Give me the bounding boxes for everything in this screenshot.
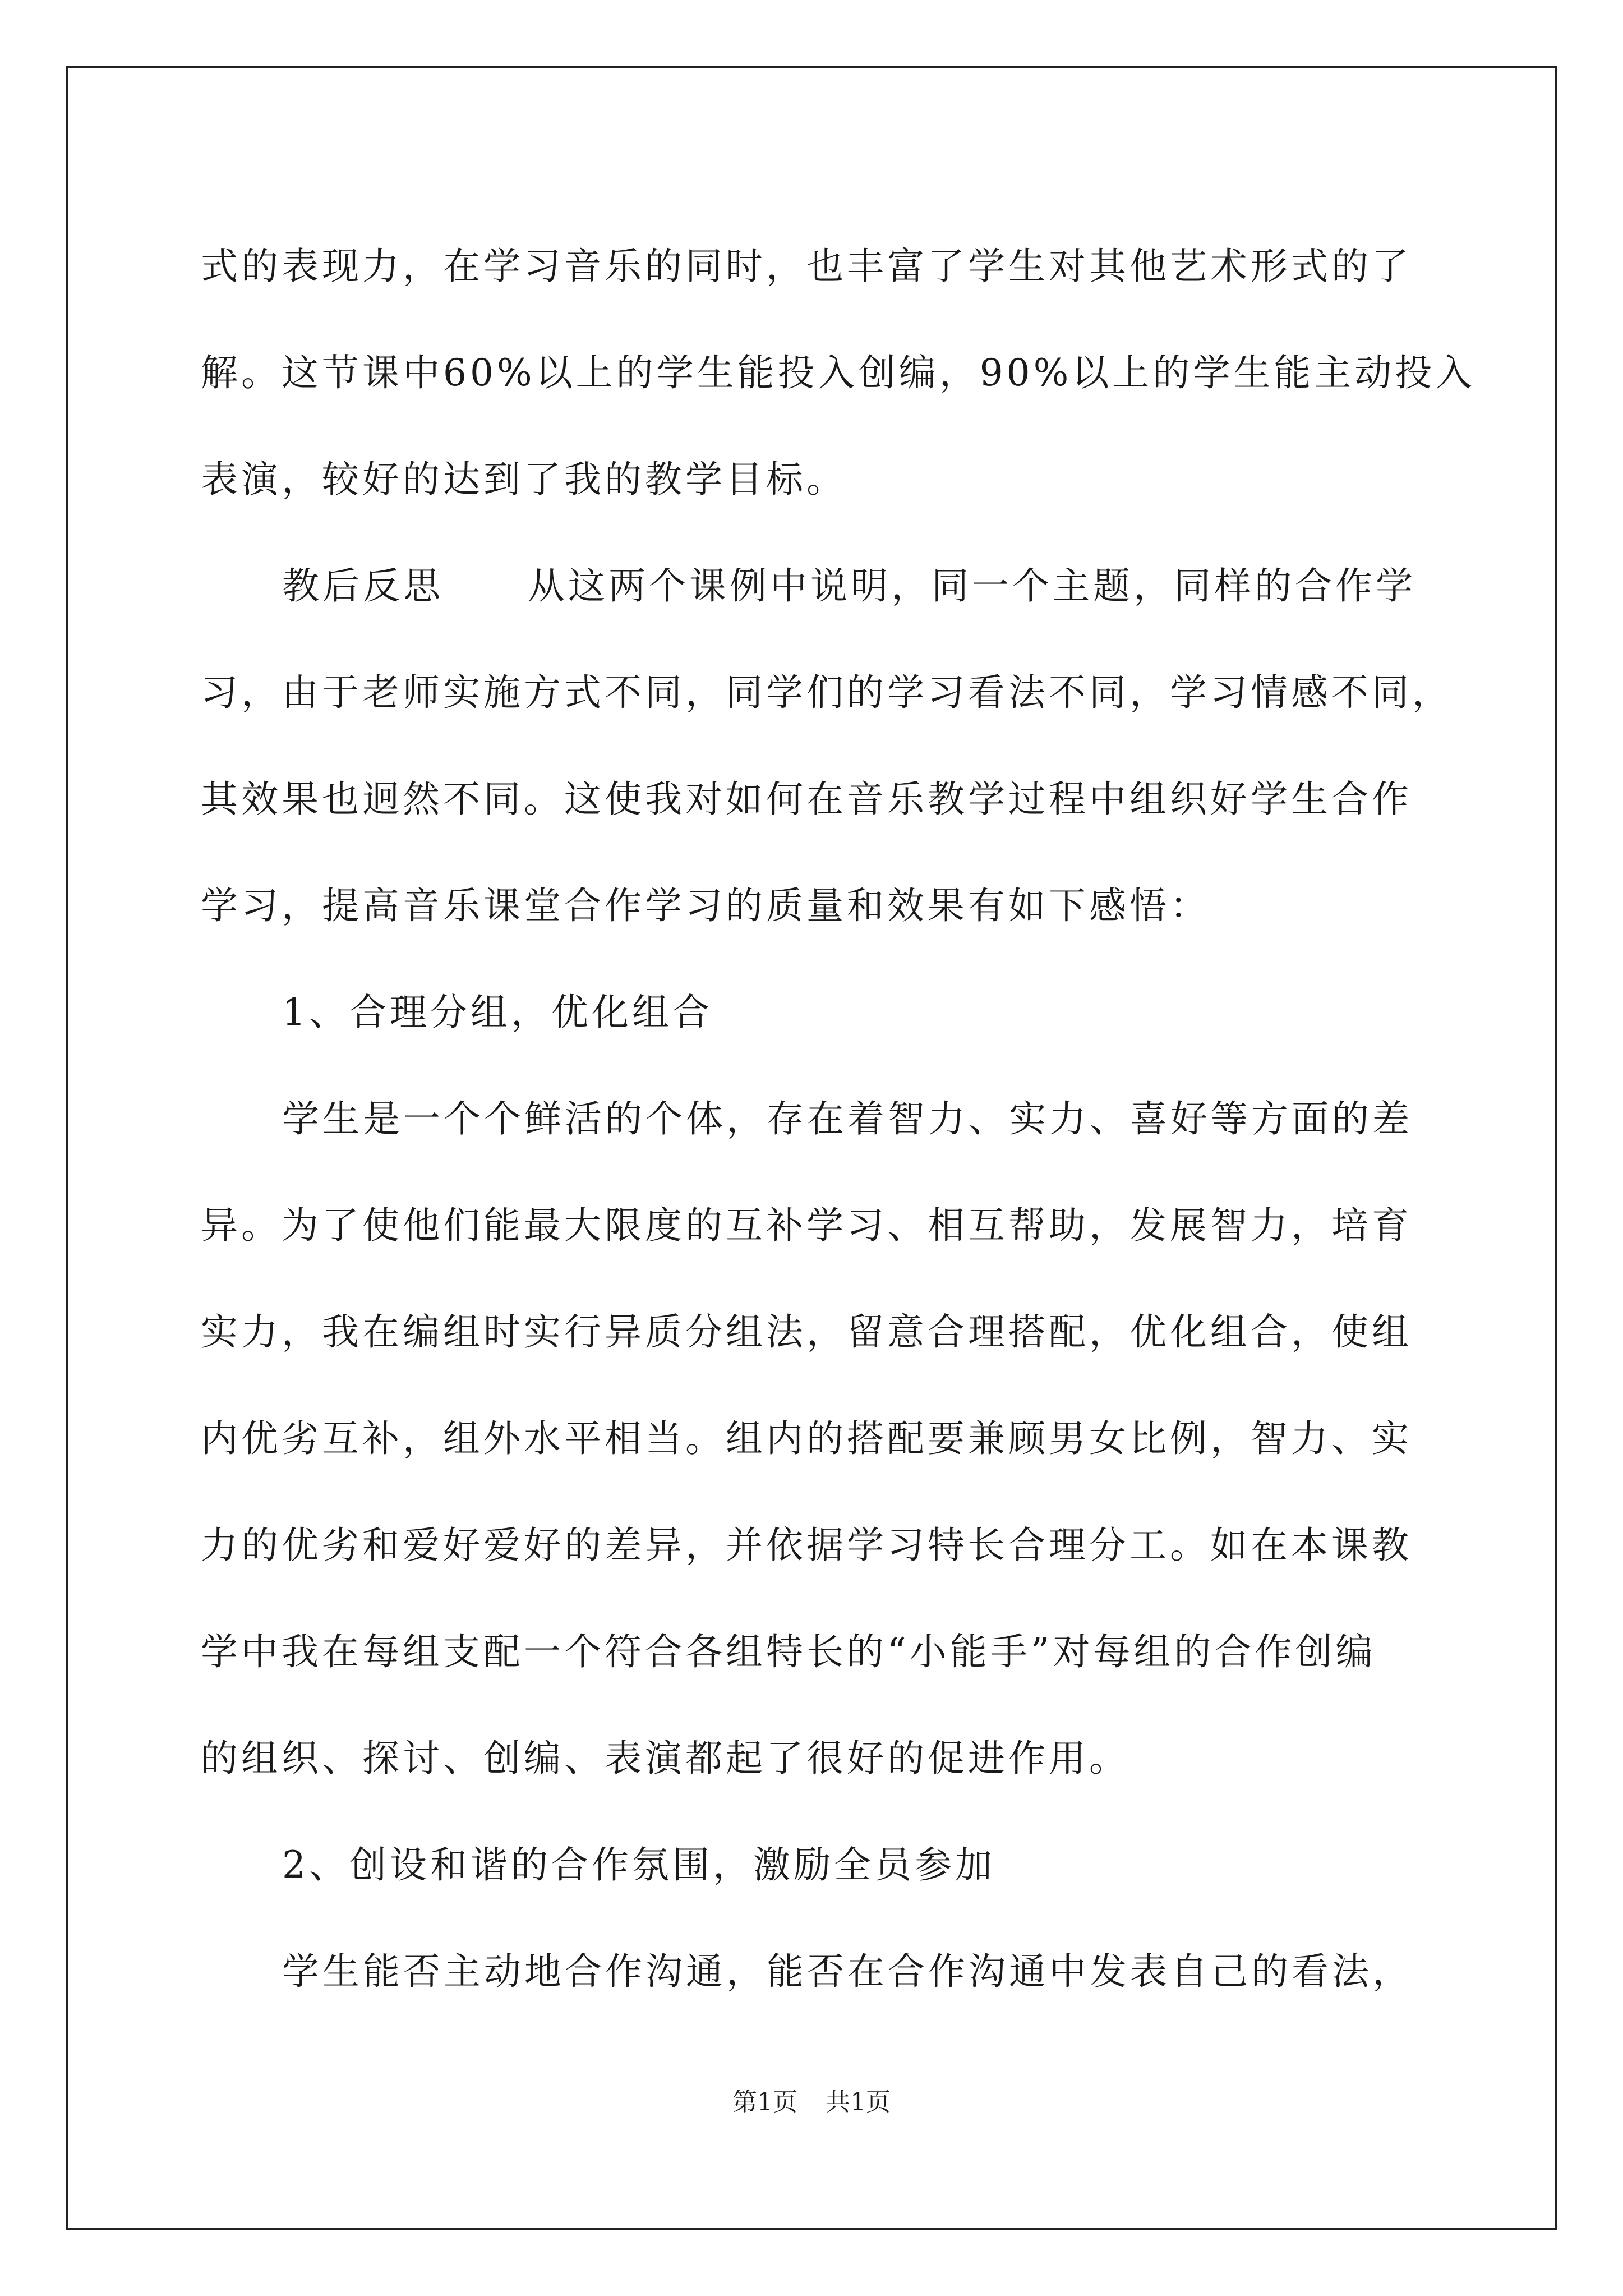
text-line-5: 习，由于老师实施方式不同，同学们的学习看法不同，学习情感不同， <box>201 671 1453 714</box>
page-number-current: 第1页 <box>732 2088 797 2116</box>
text-line-3: 表演，较好的达到了我的教学目标。 <box>201 458 847 501</box>
document-body <box>201 213 1476 2025</box>
text-line-10: 异。为了使他们能最大限度的互补学习、相互帮助，发展智力，培育 <box>201 1204 1412 1247</box>
text-line-14: 学中我在每组支配一个符合各组特长的“小能手”对每组的合作创编 <box>201 1630 1376 1673</box>
section-heading-1: 1、合理分组，优化组合 <box>282 991 713 1034</box>
page-footer <box>0 2086 1623 2119</box>
page-number-total: 共1页 <box>826 2088 891 2116</box>
text-line-9: 学生是一个个鲜活的个体，存在着智力、实力、喜好等方面的差 <box>282 1097 1413 1140</box>
text-line-11: 实力，我在编组时实行异质分组法，留意合理搭配，优化组合，使组 <box>201 1310 1412 1354</box>
text-line-13: 力的优劣和爱好爱好的差异，并依据学习特长合理分工。如在本课教 <box>201 1524 1412 1567</box>
text-line-4 <box>201 533 1435 639</box>
text-line-2: 解。这节课中60%以上的学生能投入创编，90%以上的学生能主动投入 <box>201 351 1476 394</box>
text-line-12: 内优劣互补，组外水平相当。组内的搭配要兼顾男女比例，智力、实 <box>201 1417 1412 1460</box>
text-line-6: 其效果也迥然不同。这使我对如何在音乐教学过程中组织好学生合作 <box>201 777 1412 821</box>
text-line-15: 的组织、探讨、创编、表演都起了很好的促进作用。 <box>201 1737 1129 1780</box>
text-line-4-body: 从这两个课例中说明，同一个主题，同样的合作学 <box>528 564 1416 608</box>
section-heading-2: 2、创设和谐的合作氛围，激励全员参加 <box>282 1843 995 1887</box>
text-line-1: 式的表现力，在学习音乐的同时，也丰富了学生对其他艺术形式的了 <box>201 245 1412 288</box>
section-heading-reflection: 教后反思 <box>282 564 444 608</box>
text-line-7: 学习，提高音乐课堂合作学习的质量和效果有如下感悟： <box>201 884 1210 927</box>
text-line-17: 学生能否主动地合作沟通，能否在合作沟通中发表自己的看法， <box>282 1950 1413 1993</box>
